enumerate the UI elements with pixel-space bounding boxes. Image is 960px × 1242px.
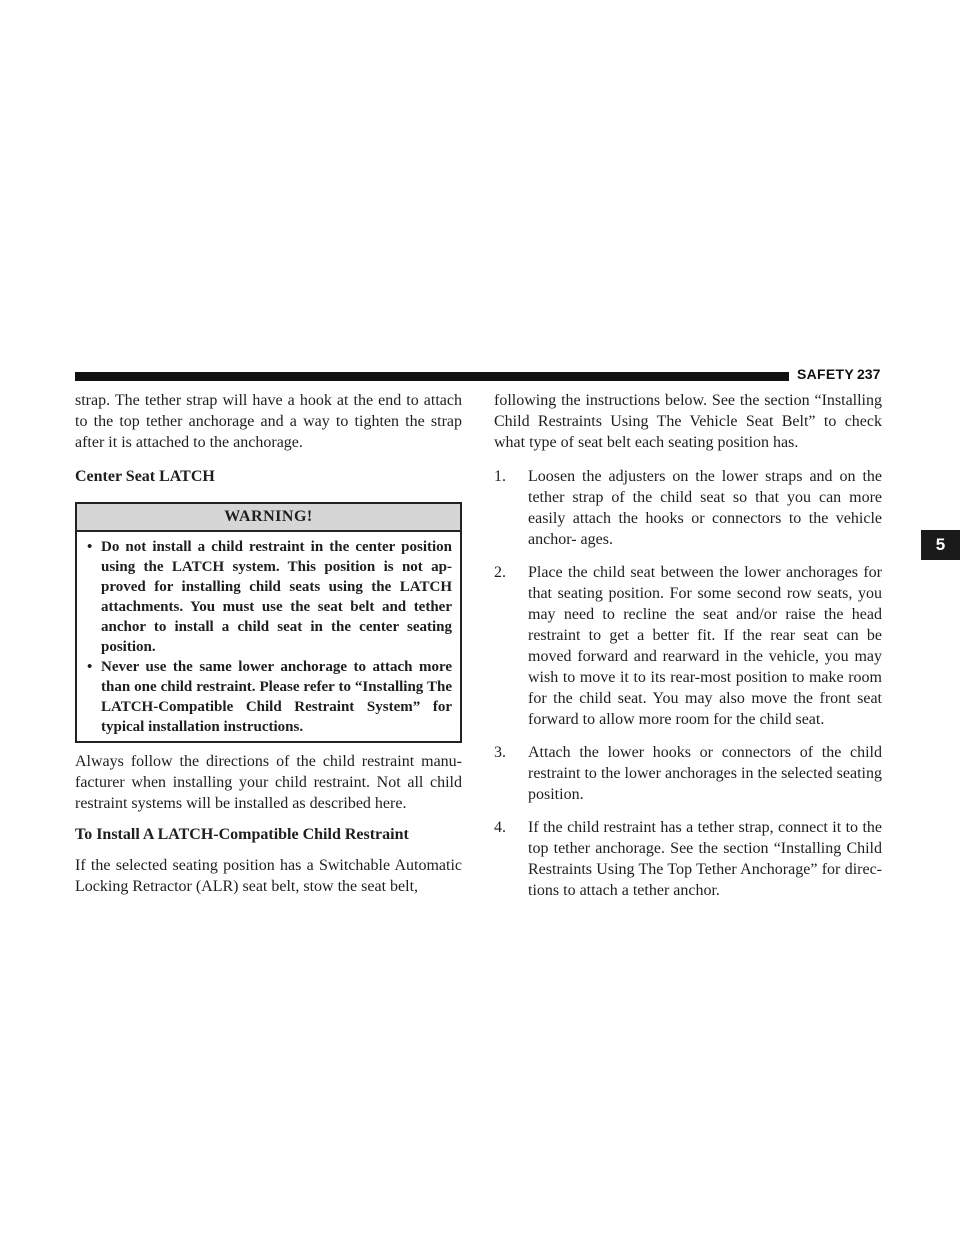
step-item: 4. If the child restraint has a tether strap, connect it to the top tether anchorage. See the section “Installing Child Restraints Using The Top Tether Anchorage” for direc- tions to attach a tether anchor. (494, 819, 882, 899)
warning-item: • Do not install a child restraint in the center position using the LATCH system. This position is not ap- proved for installing child seats using the LATCH attachments. You must use the seat belt and tether anchor to install a child seat in the center seating position. (87, 539, 452, 655)
step-item: 1. Loosen the adjusters on the lower straps and on the tether strap of the child seat so that you can more easily attach the hooks or connectors to the vehicle anchor- ages. (494, 468, 882, 548)
step-item: 2. Place the child seat between the lower anchorages for that seating position. For some second row seats, you may need to recline the seat and/or raise the head restraint to get a better fit. If the rear seat can be moved forward and rearward in the vehicle, you may wish to move it to its rear-most position to make room for the child seat. You may also move the front seat forward to allow more room for the child seat. (494, 564, 882, 728)
warning-item: • Never use the same lower anchorage to attach more than one child restraint. Please refer to “Installing The LATCH-Compatible Child Restraint System” for typical installation instructions. (87, 659, 452, 735)
section-title: SAFETY (797, 366, 855, 382)
heading-install-latch: To Install A LATCH-Compatible Child Restraint (75, 826, 409, 843)
right-column (494, 390, 882, 901)
steps-list (494, 466, 882, 901)
chapter-tab: 5 (921, 530, 960, 560)
intro-paragraph: following the instructions below. See the section “Installing Child Restraints Using The Vehicle Seat Belt” to check what type of seat belt each seating position has. (494, 392, 882, 451)
header-rule (75, 372, 789, 381)
bullet-icon: • (87, 539, 93, 555)
paragraph: If the selected seating position has a Switchable Automatic Locking Retractor (ALR) seat belt, stow the seat belt, (75, 857, 462, 895)
left-column (75, 390, 462, 897)
page-number: 237 (857, 366, 881, 382)
heading-center-seat-latch: Center Seat LATCH (75, 468, 215, 485)
bullet-icon: • (87, 659, 93, 675)
paragraph: Always follow the directions of the child restraint manu- facturer when installing your child restraint. Not all child restraint systems will be installed as described here. (75, 753, 462, 812)
warning-title: WARNING! (77, 504, 460, 532)
warning-box (75, 502, 462, 743)
step-item: 3. Attach the lower hooks or connectors of the child restraint to the lower anchorages in the selected seating position. (494, 744, 882, 803)
warning-list (77, 532, 460, 741)
intro-paragraph: strap. The tether strap will have a hook at the end to attach to the top tether anchorage and a way to tighten the strap after it is attached to the anchorage. (75, 392, 462, 451)
